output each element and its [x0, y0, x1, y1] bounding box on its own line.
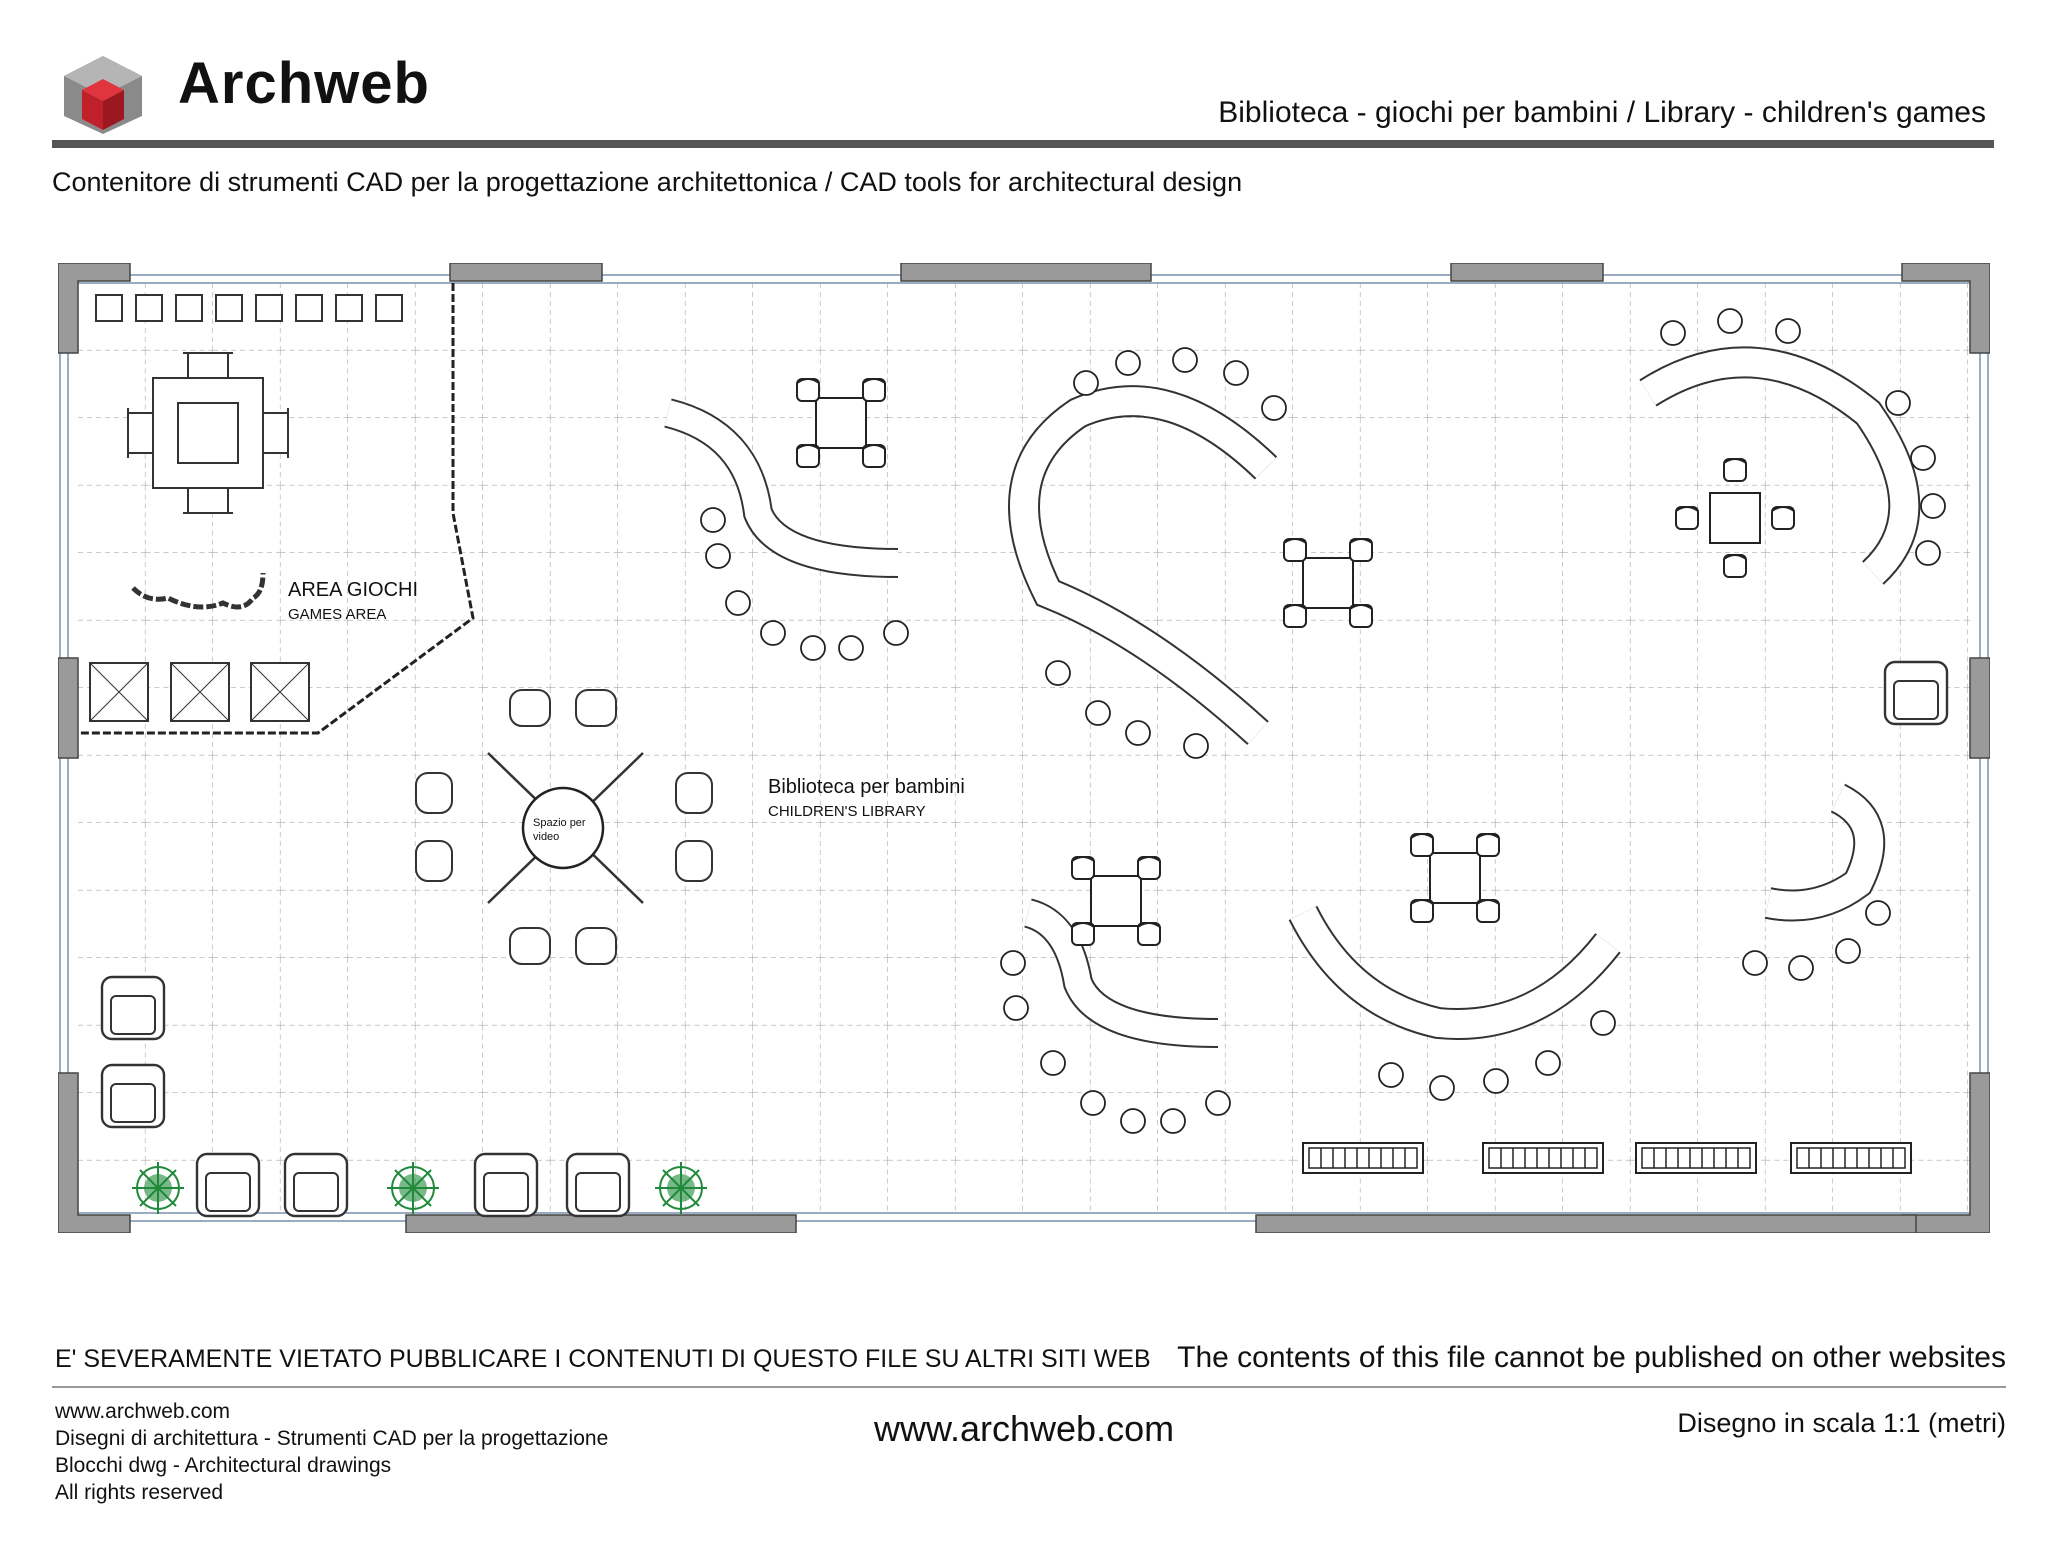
archweb-logo-icon: [60, 54, 146, 136]
video-label-line2: video: [533, 831, 560, 843]
drawing-scale: Disegno in scala 1:1 (metri): [1677, 1408, 2006, 1438]
publish-warning-en: The contents of this file cannot be published on other websites: [1177, 1341, 2006, 1374]
footer-credits: [55, 1398, 608, 1506]
video-label-line1: Spazio per: [533, 817, 586, 829]
subtitle: Contenitore di strumenti CAD per la progettazione architettonica / CAD tools for architectural design: [52, 167, 1243, 197]
footer-website: www.archweb.com: [874, 1408, 1175, 1449]
library-label-it: Biblioteca per bambini: [768, 776, 965, 798]
footer-line: All rights reserved: [55, 1481, 224, 1504]
footer-line: www.archweb.com: [55, 1400, 231, 1423]
library-label-en: CHILDREN'S LIBRARY: [768, 803, 926, 820]
games-area-label-it: AREA GIOCHI: [288, 579, 419, 601]
header-divider: [52, 140, 1994, 148]
footer-line: Disegni di architettura - Strumenti CAD per la progettazione: [55, 1427, 609, 1450]
drawing-title: Biblioteca - giochi per bambini / Library - children's games: [1218, 96, 1986, 129]
footer-divider: [52, 1386, 2006, 1388]
publish-warning-it: E' SEVERAMENTE VIETATO PUBBLICARE I CONTENUTI DI QUESTO FILE SU ALTRI SITI WEB: [55, 1345, 1151, 1373]
games-area-label-en: GAMES AREA: [288, 606, 387, 623]
footer-line: Blocchi dwg - Architectural drawings: [55, 1454, 392, 1477]
brand-name: Archweb: [178, 51, 430, 116]
play-structure: [128, 353, 288, 513]
floor-plan: [58, 263, 1990, 1233]
